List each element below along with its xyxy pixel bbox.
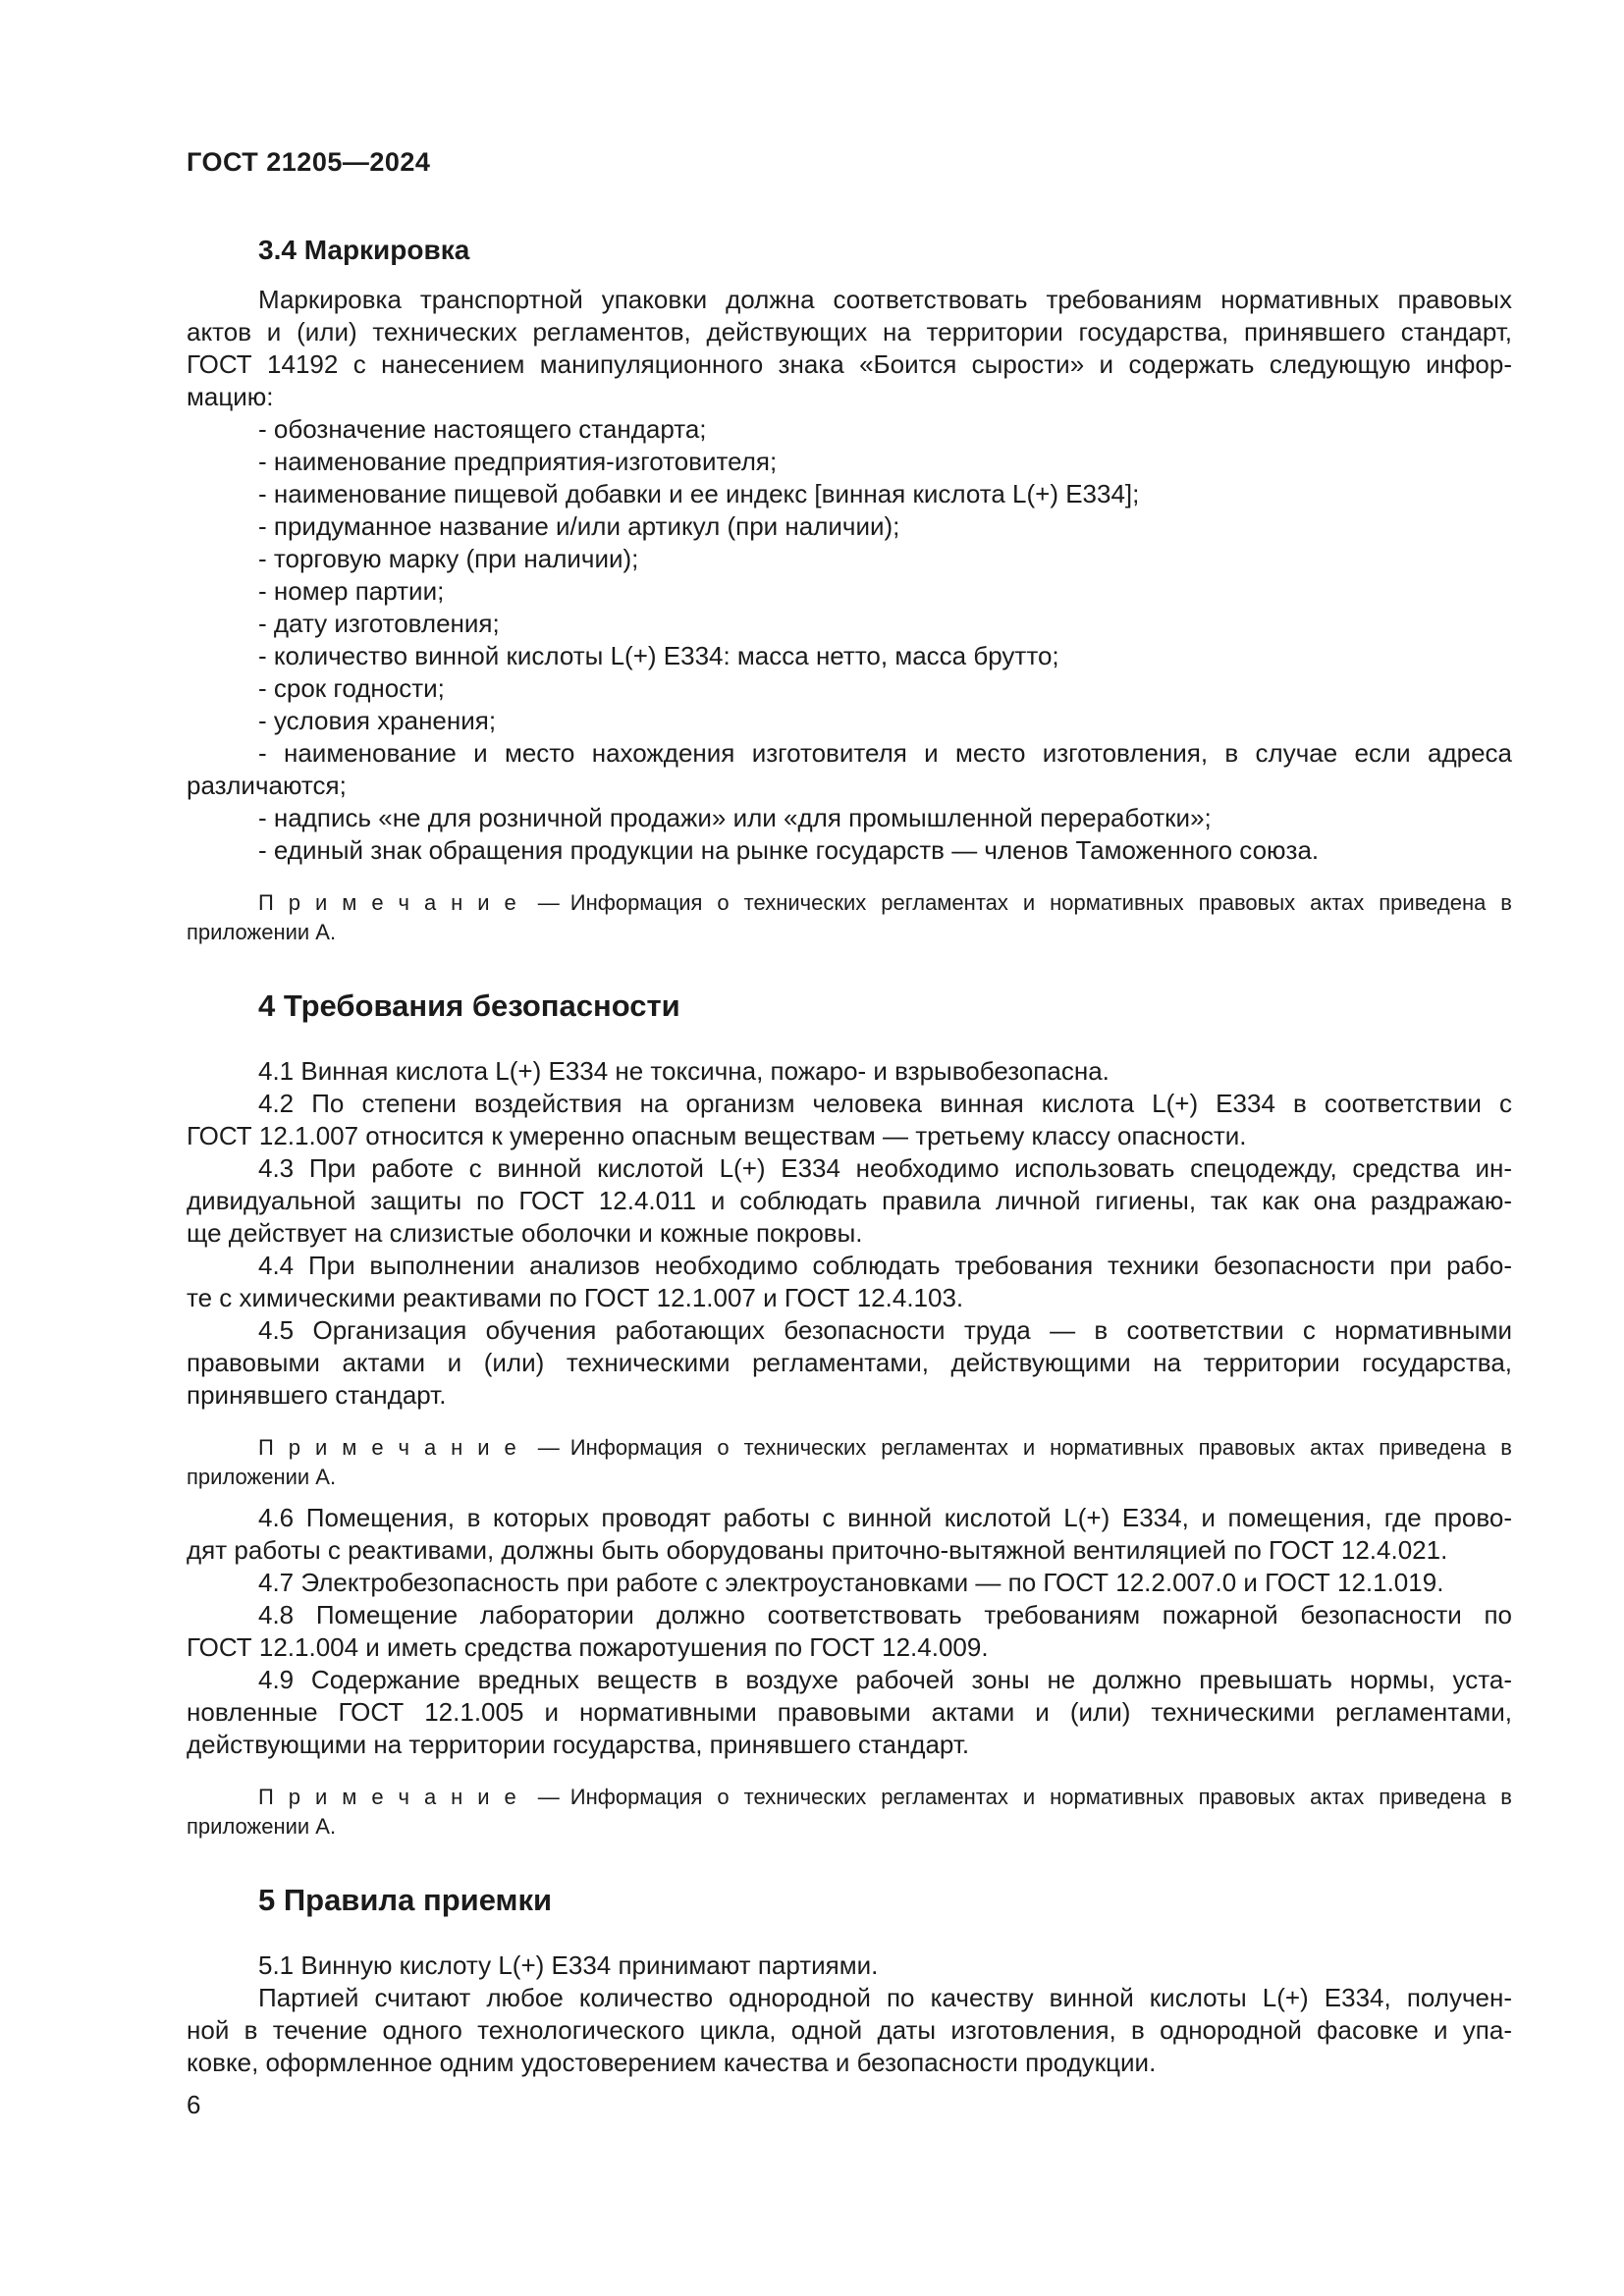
list-item: [187, 575, 1512, 608]
text-line: ГОСТ 14192 с нанесением манипуляционного знака «Боится сырости» и содержать следующую инфор-: [187, 349, 1512, 379]
subsection-heading: 3.4 Маркировка: [258, 235, 470, 265]
paragraph: [187, 1599, 1512, 1664]
text-line: приложении А.: [187, 1814, 337, 1839]
text-line: 4.2 По степени воздействия на организм человека винная кислота L(+) E334 в соответствии с: [258, 1089, 1512, 1118]
text-line: приложении А.: [187, 1465, 337, 1489]
list-item: [187, 705, 1512, 737]
text-line: 4.8 Помещение лаборатории должно соответствовать требованиям пожарной безопасности по: [258, 1600, 1512, 1629]
text-line: ковке, оформленное одним удостоверением качества и безопасности продукции.: [187, 2048, 1157, 2077]
text-line: ГОСТ 12.1.004 и иметь средства пожаротушения по ГОСТ 12.4.009.: [187, 1632, 989, 1662]
list-item: [187, 446, 1512, 478]
list-item: [187, 672, 1512, 705]
text-line: различаются;: [187, 771, 347, 800]
text-line: - торговую марку (при наличии);: [258, 544, 639, 573]
text-line: Партией считают любое количество однородной по качеству винной кислоты L(+) E334, получен-: [258, 1983, 1512, 2012]
paragraph: [187, 1567, 1512, 1599]
text-line: приложении А.: [187, 920, 337, 944]
text-line: 4.1 Винная кислота L(+) E334 не токсична, пожаро- и взрывобезопасна.: [258, 1056, 1110, 1086]
list-item: [187, 510, 1512, 543]
paragraph: [187, 1982, 1512, 2079]
paragraph: [187, 1502, 1512, 1567]
list-item: [187, 478, 1512, 510]
text-line: П р и м е ч а н и е — Информация о технических регламентах и нормативных правовых актах приведена в: [258, 890, 1512, 915]
text-line: - условия хранения;: [258, 706, 497, 735]
text-line: мацию:: [187, 382, 274, 411]
text-line: - надпись «не для розничной продажи» или «для промышленной переработки»;: [258, 803, 1212, 832]
text-line: П р и м е ч а н и е — Информация о технических регламентах и нормативных правовых актах приведена в: [258, 1785, 1512, 1809]
text-line: дивидуальной защиты по ГОСТ 12.4.011 и соблюдать правила личной гигиены, так как она раздражаю-: [187, 1186, 1512, 1215]
text-line: - обозначение настоящего стандарта;: [258, 414, 707, 444]
text-line: 4.3 При работе с винной кислотой L(+) E334 необходимо использовать спецодежду, средства ин-: [258, 1153, 1512, 1183]
paragraph: [187, 1949, 1512, 1982]
paragraph: [187, 1664, 1512, 1761]
section-heading: 4 Требования безопасности: [258, 988, 680, 1023]
text-line: - номер партии;: [258, 576, 445, 606]
text-line: - дату изготовления;: [258, 609, 500, 638]
text-line: ной в течение одного технологического цикла, одной даты изготовления, в однородной фасовке и упа-: [187, 2015, 1512, 2045]
paragraph: [187, 1152, 1512, 1250]
paragraph: [187, 1055, 1512, 1088]
paragraph: [187, 1250, 1512, 1314]
page-number: 6: [187, 2090, 201, 2119]
running-header: ГОСТ 21205—2024: [187, 147, 431, 177]
text-line: правовыми актами и (или) техническими регламентами, действующими на территории государства,: [187, 1348, 1512, 1377]
list-item: [187, 640, 1512, 672]
note-paragraph: [187, 1783, 1512, 1842]
text-line: - наименование пищевой добавки и ее индекс [винная кислота L(+) E334];: [258, 479, 1140, 508]
list-item: [187, 608, 1512, 640]
text-line: принявшего стандарт.: [187, 1380, 447, 1410]
paragraph: [187, 1088, 1512, 1152]
document-body: [187, 234, 1512, 2079]
text-line: 5.1 Винную кислоту L(+) E334 принимают партиями.: [258, 1950, 879, 1980]
text-line: - срок годности;: [258, 673, 445, 703]
text-line: - наименование предприятия-изготовителя;: [258, 447, 778, 476]
list-item: [187, 737, 1512, 802]
text-line: - наименование и место нахождения изготовителя и место изготовления, в случае если адреса: [258, 738, 1512, 768]
section-heading: 5 Правила приемки: [258, 1883, 553, 1917]
text-line: ГОСТ 12.1.007 относится к умеренно опасным веществам — третьему классу опасности.: [187, 1121, 1247, 1150]
paragraph: [187, 284, 1512, 413]
text-line: 4.6 Помещения, в которых проводят работы с винной кислотой L(+) E334, и помещения, где прово-: [258, 1503, 1512, 1532]
text-line: П р и м е ч а н и е — Информация о технических регламентах и нормативных правовых актах приведена в: [258, 1435, 1512, 1460]
text-line: 4.4 При выполнении анализов необходимо соблюдать требования техники безопасности при рабо-: [258, 1251, 1512, 1280]
text-line: - придуманное название и/или артикул (при наличии);: [258, 511, 900, 541]
text-line: актов и (или) технических регламентов, действующих на территории государства, принявшего стандарт,: [187, 317, 1512, 347]
list-item: [187, 802, 1512, 834]
list-item: [187, 413, 1512, 446]
text-line: 4.5 Организация обучения работающих безопасности труда — в соответствии с нормативными: [258, 1315, 1512, 1345]
text-line: 4.7 Электробезопасность при работе с электроустановками — по ГОСТ 12.2.007.0 и ГОСТ 12.1.019.: [258, 1568, 1444, 1597]
text-line: - количество винной кислоты L(+) E334: масса нетто, масса брутто;: [258, 641, 1059, 670]
text-line: Маркировка транспортной упаковки должна соответствовать требованиям нормативных правовых: [258, 285, 1512, 314]
text-line: те с химическими реактивами по ГОСТ 12.1.007 и ГОСТ 12.4.103.: [187, 1283, 964, 1312]
note-paragraph: [187, 1433, 1512, 1492]
text-line: дят работы с реактивами, должны быть оборудованы приточно-вытяжной вентиляцией по ГОСТ 12.4.021.: [187, 1535, 1448, 1565]
paragraph: [187, 1314, 1512, 1412]
text-line: новленные ГОСТ 12.1.005 и нормативными правовыми актами и (или) техническими регламентами,: [187, 1697, 1512, 1727]
text-line: - единый знак обращения продукции на рынке государств — членов Таможенного союза.: [258, 835, 1320, 865]
text-line: действующими на территории государства, принявшего стандарт.: [187, 1730, 970, 1759]
list-item: [187, 834, 1512, 867]
note-paragraph: [187, 888, 1512, 947]
text-line: 4.9 Содержание вредных веществ в воздухе рабочей зоны не должно превышать нормы, уста-: [258, 1665, 1512, 1694]
list-item: [187, 543, 1512, 575]
text-line: ще действует на слизистые оболочки и кожные покровы.: [187, 1218, 863, 1248]
